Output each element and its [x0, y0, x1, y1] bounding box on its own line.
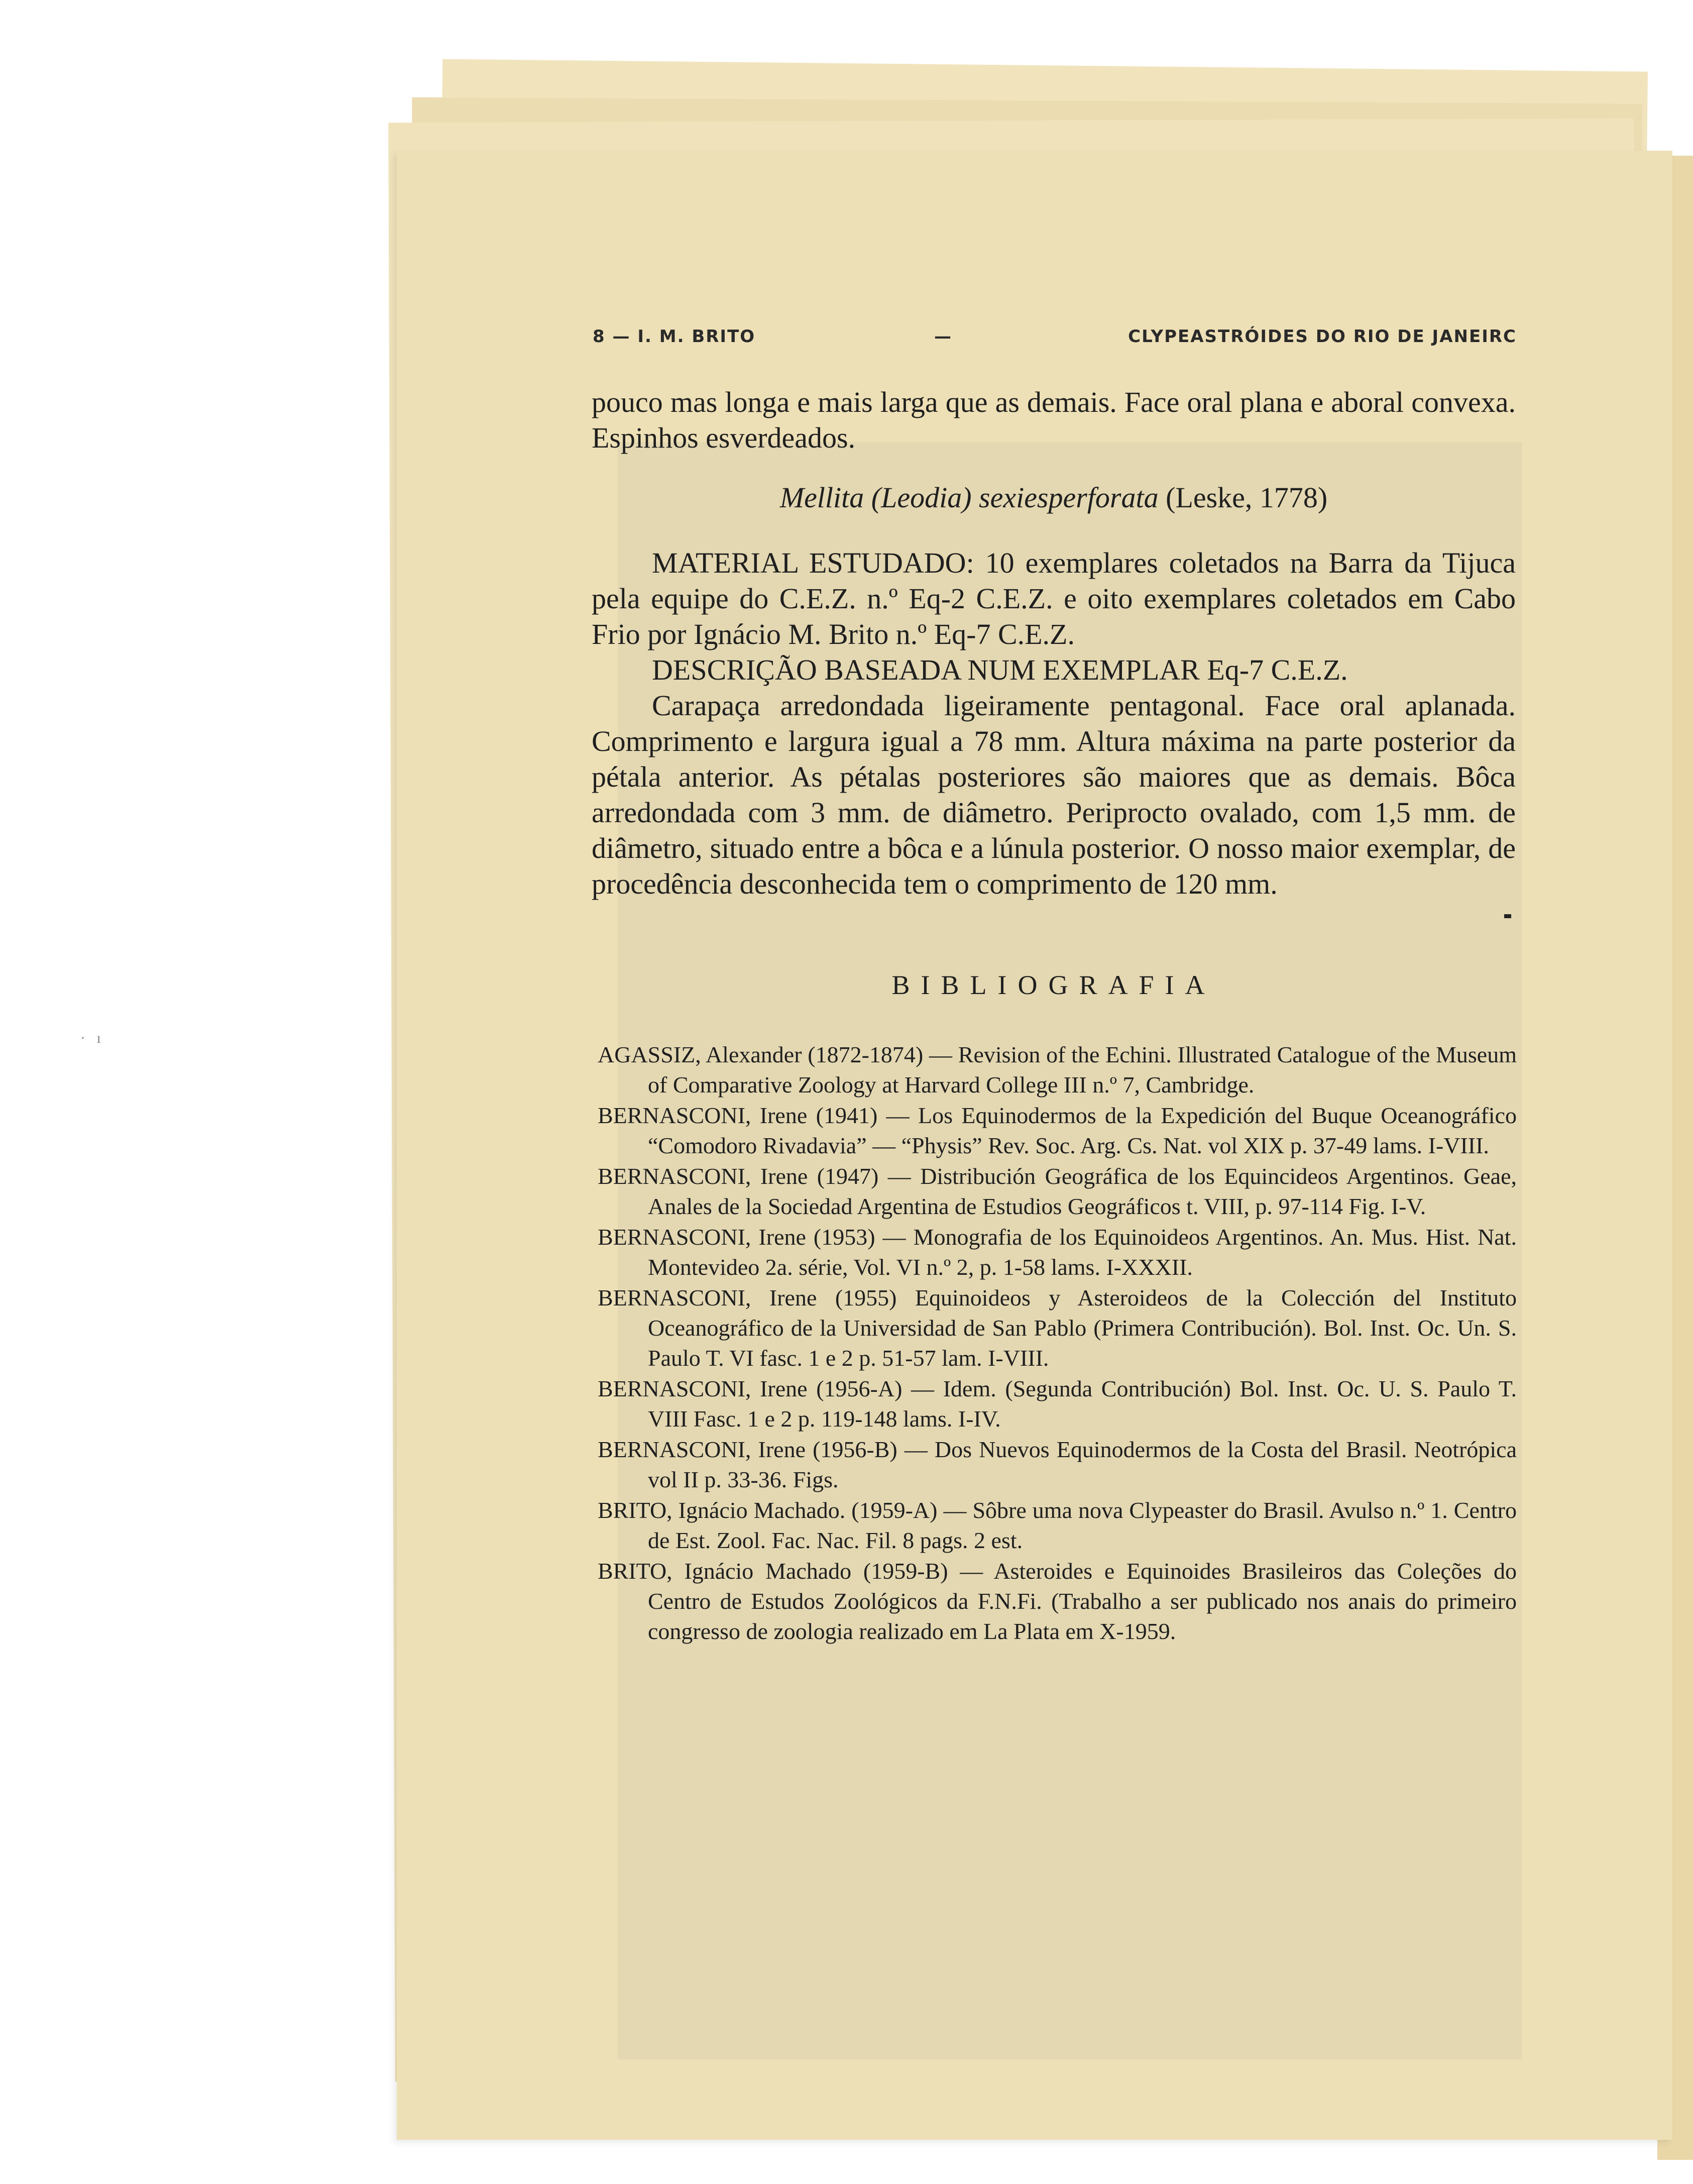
carapaca-paragraph: Carapaça arredondada ligeiramente pentagonal. Face oral aplanada. Comprimento e largura igual a 78 mm. Altura máxima na parte posterior da pétala anterior. As pétalas posteriores são maiores que as demais. Bôca arredondada com 3 mm. de diâmetro. Periprocto ovalado, com 1,5 mm. de diâmetro, situado entre a bôca e a lúnula posterior. O nosso maior exemplar, de procedência desconhecida tem o comprimento de 120 mm.: [592, 689, 1516, 900]
reference-item: BERNASCONI, Irene (1941) — Los Equinodermos de la Expedición del Buque Oceanográfico “Comodoro Rivadavia” — “Physis” Rev. Soc. Arg. Cs. Nat. vol XIX p. 37-49 lams. I-VIII.: [598, 1103, 1517, 1158]
intro-paragraph: [592, 384, 1516, 456]
species-heading: [592, 480, 1516, 515]
reference-item: BERNASCONI, Irene (1955) Equinoideos y Asteroideos de la Colección del Instituto Oceanográfico de la Universidad de San Pablo (Primera Contribución). Bol. Inst. Oc. Un. S. Paulo T. VI fasc. 1 e 2 p. 51-57 lam. I-VIII.: [598, 1285, 1517, 1371]
material-paragraph: MATERIAL ESTUDADO: 10 exemplares coletados na Barra da Tijuca pela equipe do C.E.Z. n.º Eq-2 C.E.Z. e oito exemplares coletados em Cabo Frio por Ignácio M. Brito n.º Eq-7 C.E.Z.: [592, 547, 1516, 650]
reference-item: BRITO, Ignácio Machado. (1959-A) — Sôbre uma nova Clypeaster do Brasil. Avulso n.º 1. Centro de Est. Zool. Fac. Nac. Fil. 8 pags. 2 est.: [598, 1497, 1517, 1553]
header-page-author: 8 — I. M. BRITO: [593, 326, 756, 347]
running-header: [593, 326, 1517, 357]
species-author: (Leske, 1778): [1166, 481, 1328, 514]
reference-item: BERNASCONI, Irene (1956-A) — Idem. (Segunda Contribución) Bol. Inst. Oc. U. S. Paulo T. VIII Fasc. 1 e 2 p. 119-148 lams. I-IV.: [598, 1376, 1517, 1432]
header-title: CLYPEASTRÓIDES DO RIO DE JANEIRC: [1128, 326, 1517, 347]
intro-text: pouco mas longa e mais larga que as demais. Face oral plana e aboral convexa. Espinhos esverdeados.: [592, 386, 1516, 454]
scan-speck: · ı: [80, 1030, 101, 1046]
reference-list: [598, 1040, 1517, 1647]
reference-item: AGASSIZ, Alexander (1872-1874) — Revision of the Echini. Illustrated Catalogue of the Museum of Comparative Zoology at Harvard College III n.º 7, Cambridge.: [598, 1042, 1517, 1098]
descricao-paragraph: DESCRIÇÃO BASEADA NUM EXEMPLAR Eq-7 C.E.Z.: [652, 653, 1348, 686]
species-epithet: sexiesperforata: [979, 481, 1159, 514]
reference-item: BERNASCONI, Irene (1956-B) — Dos Nuevos Equinodermos de la Costa del Brasil. Neotrópica vol II p. 33-36. Figs.: [598, 1437, 1517, 1492]
margin-mark: [1504, 914, 1511, 918]
reference-item: BERNASCONI, Irene (1953) — Monografia de los Equinoideos Argentinos. An. Mus. Hist. Nat. Montevideo 2a. série, Vol. VI n.º 2, p. 1-58 lams. I-XXXII.: [598, 1224, 1517, 1280]
species-genus: Mellita: [779, 481, 864, 514]
reference-item: BERNASCONI, Irene (1947) — Distribución Geográfica de los Equincideos Argentinos. Geae, Anales de la Sociedad Argentina de Estudios Geográficos t. VIII, p. 97-114 Fig. I-V.: [598, 1163, 1517, 1219]
reference-item: BRITO, Ignácio Machado (1959-B) — Asteroides e Equinoides Brasileiros das Coleções do Centro de Estudos Zoológicos da F.N.Fi. (Trabalho a ser publicado nos anais do primeiro congresso de zoologia realizado em La Plata em X-1959.: [598, 1558, 1517, 1644]
description-block: [592, 545, 1516, 902]
header-separator: —: [934, 326, 952, 347]
bibliography-title: BIBLIOGRAFIA: [891, 970, 1216, 1000]
species-subgenus: (Leodia): [871, 481, 972, 514]
